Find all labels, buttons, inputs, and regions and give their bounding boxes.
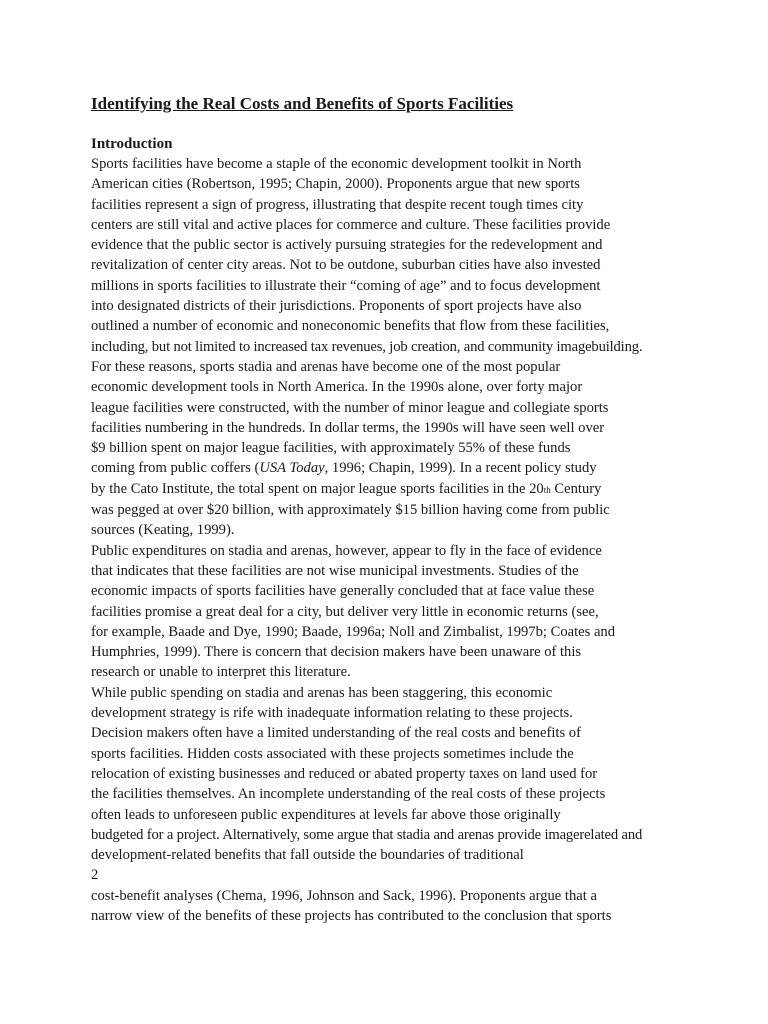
text-line: centers are still vital and active places for commerce and culture. These facilities provide: [91, 216, 611, 233]
document-title: Identifying the Real Costs and Benefits of Sports Facilities: [91, 94, 514, 113]
text-line: sources (Keating, 1999).: [91, 522, 235, 539]
text-line: facilities represent a sign of progress, illustrating that despite recent tough times city: [91, 196, 584, 213]
page-number: 2: [91, 867, 99, 884]
text-line: Humphries, 1999). There is concern that decision makers have been unaware of this: [91, 644, 582, 661]
text-line: Decision makers often have a limited understanding of the real costs and benefits of: [91, 725, 581, 742]
publication-title: USA Today: [259, 460, 325, 477]
body-text: [91, 154, 691, 926]
text-line: sports facilities. Hidden costs associated with these projects sometimes include the: [91, 745, 574, 762]
text-line: development strategy is rife with inadequate information relating to these projects.: [91, 705, 573, 722]
text-line-century: [91, 479, 691, 500]
ordinal-suffix: th: [543, 484, 551, 495]
text-line: research or unable to interpret this literature.: [91, 664, 351, 681]
text-line: league facilities were constructed, with the number of minor league and collegiate sports: [91, 399, 609, 416]
text-line: for example, Baade and Dye, 1990; Baade, 1996a; Noll and Zimbalist, 1997b; Coates and: [91, 623, 616, 640]
text-line: development-related benefits that fall outside the boundaries of traditional: [91, 847, 524, 864]
text-line: that indicates that these facilities are not wise municipal investments. Studies of the: [91, 562, 579, 579]
text-line: economic development tools in North America. In the 1990s alone, over forty major: [91, 379, 583, 396]
text-line: millions in sports facilities to illustrate their “coming of age” and to focus development: [91, 277, 601, 294]
text-line: cost-benefit analyses (Chema, 1996, Johnson and Sack, 1996). Proponents argue that a: [91, 887, 597, 904]
text-line: American cities (Robertson, 1995; Chapin, 2000). Proponents argue that new sports: [91, 176, 580, 193]
text-line: Sports facilities have become a staple of the economic development toolkit in North: [91, 156, 582, 172]
text-line: Public expenditures on stadia and arenas, however, appear to fly in the face of evidence: [91, 542, 602, 559]
text-line: economic impacts of sports facilities have generally concluded that at face value these: [91, 583, 595, 600]
text-line: into designated districts of their jurisdictions. Proponents of sport projects have also: [91, 298, 582, 315]
text-fragment: Century: [550, 480, 602, 497]
text-fragment: , 1996; Chapin, 1999). In a recent policy study: [324, 460, 597, 477]
text-line-usa-today: [91, 458, 691, 478]
text-line: budgeted for a project. Alternatively, some argue that stadia and arenas provide imagerelated and: [91, 826, 643, 843]
text-line: the facilities themselves. An incomplete understanding of the real costs of these projects: [91, 786, 606, 803]
text-line: For these reasons, sports stadia and arenas have become one of the most popular: [91, 358, 561, 375]
text-fragment: coming from public coffers (: [91, 460, 260, 477]
document-page: [91, 94, 691, 926]
text-line: revitalization of center city areas. Not to be outdone, suburban cities have also invested: [91, 257, 601, 274]
text-line: outlined a number of economic and noneconomic benefits that flow from these facilities,: [91, 318, 610, 335]
text-line: While public spending on stadia and arenas has been staggering, this economic: [91, 684, 553, 701]
text-line: facilities promise a great deal for a city, but deliver very little in economic returns (see,: [91, 603, 599, 620]
text-line: $9 billion spent on major league facilities, with approximately 55% of these funds: [91, 440, 571, 457]
text-line: often leads to unforeseen public expenditures at levels far above those originally: [91, 806, 561, 823]
text-line: evidence that the public sector is actively pursuing strategies for the redevelopment and: [91, 237, 603, 254]
section-heading-introduction: Introduction: [91, 136, 173, 152]
text-line: narrow view of the benefits of these projects has contributed to the conclusion that sports: [91, 907, 612, 924]
text-line: including, but not limited to increased tax revenues, job creation, and community imagebuilding.: [91, 338, 643, 355]
text-line: relocation of existing businesses and reduced or abated property taxes on land used for: [91, 765, 598, 782]
text-fragment: by the Cato Institute, the total spent on major league sports facilities in the 20: [91, 480, 544, 497]
text-line: facilities numbering in the hundreds. In dollar terms, the 1990s will have seen well over: [91, 419, 605, 436]
text-line: was pegged at over $20 billion, with approximately $15 billion having come from public: [91, 502, 610, 519]
